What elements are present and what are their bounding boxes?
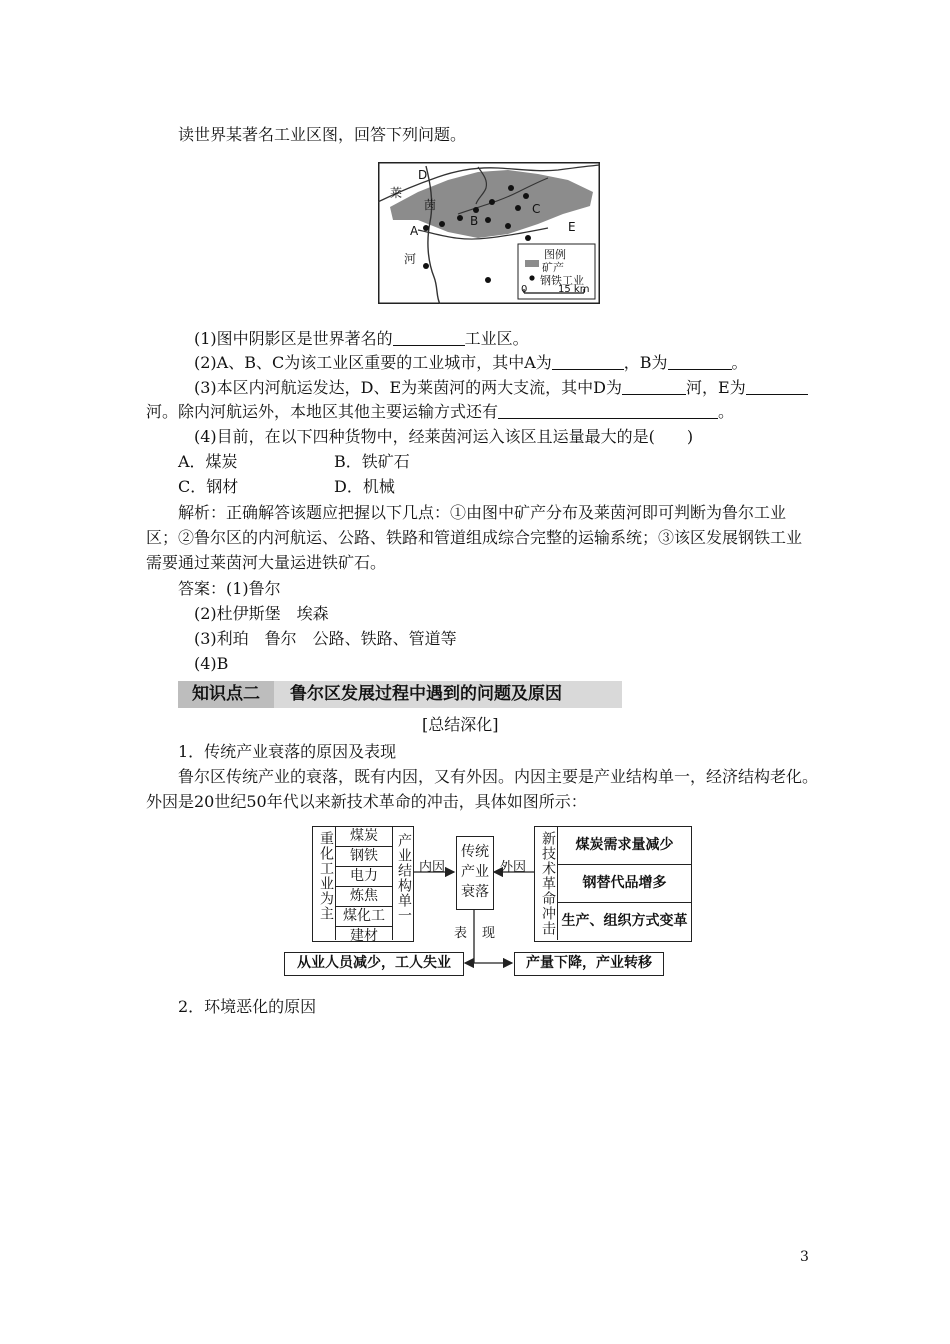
option-a: A．煤炭 — [178, 452, 238, 471]
analysis-line-2: 区；②鲁尔区的内河航运、公路、铁路和管道组成综合完整的运输系统；③该区发展钢铁工业 — [146, 528, 803, 547]
industry-list — [335, 827, 393, 944]
answer-blank — [668, 353, 732, 370]
question-1: (1)图中阴影区是世界著名的 工业区。 — [194, 329, 529, 348]
industry-item: 电力 — [336, 867, 392, 887]
legend-steel: 钢铁工业 — [540, 274, 584, 287]
body-paragraph-2: 外因是20世纪50年代以来新技术革命的冲击，具体如图所示： — [146, 792, 587, 811]
label-he: 河 — [404, 252, 417, 266]
label-a: A — [410, 224, 419, 238]
scale-km: 15 km — [558, 284, 590, 295]
industry-item: 建材 — [350, 928, 378, 944]
body-paragraph-1: 鲁尔区传统产业的衰落，既有内因，又有外因。内因主要是产业结构单一，经济结构老化。 — [178, 767, 819, 786]
tech-revolution-label: 新技术革命冲击 — [540, 831, 556, 936]
answer-4: (4)B — [194, 654, 229, 673]
industry-item: 钢铁 — [336, 847, 392, 867]
impact-item: 生产、组织方式变革 — [561, 913, 688, 929]
option-d: D．机械 — [334, 477, 395, 496]
performance-label-2: 现 — [482, 926, 496, 941]
answer-blank — [498, 402, 718, 419]
scale-zero: 0 — [521, 284, 528, 295]
impact-item: 钢替代品增多 — [558, 865, 691, 903]
body-heading-2: 2．环境恶化的原因 — [178, 997, 317, 1016]
section-tag: 知识点二 — [178, 681, 274, 708]
answer-1: 答案：(1)鲁尔 — [178, 579, 281, 598]
answer-2: (2)杜伊斯堡 埃森 — [194, 604, 329, 623]
section-heading — [178, 681, 622, 708]
label-e: E — [568, 220, 576, 234]
decline-flow-diagram — [278, 822, 698, 982]
ruhr-map — [378, 162, 600, 304]
section-title: 鲁尔区发展过程中遇到的问题及原因 — [290, 684, 562, 704]
decline-label: 传统产业衰落 — [461, 844, 489, 900]
heavy-industry-label: 重化工业为主 — [318, 831, 334, 921]
industry-item: 煤炭 — [336, 827, 392, 847]
intro-text: 读世界某著名工业区图，回答下列问题。 — [178, 125, 467, 144]
unemployment-box: 从业人员减少，工人失业 — [284, 952, 464, 976]
traditional-decline-box — [456, 836, 494, 910]
option-c: C．钢材 — [178, 477, 239, 496]
label-c: C — [532, 202, 541, 216]
analysis-line-3: 需要通过莱茵河大量运进铁矿石。 — [146, 553, 387, 572]
impact-list — [557, 827, 691, 940]
legend-title: 图例 — [544, 248, 566, 261]
section-subtitle: [总结深化] — [422, 715, 499, 734]
question-2: (2)A、B、C为该工业区重要的工业城市，其中A为 ，B为 。 — [194, 353, 748, 372]
internal-cause-label: 内因 — [419, 860, 446, 875]
external-cause-label: 外因 — [500, 860, 527, 875]
single-structure-label: 产业结构单一 — [396, 833, 412, 923]
analysis-line-1: 解析：正确解答该题应把握以下几点：①由图中矿产分布及莱茵河即可判断为鲁尔工业 — [178, 503, 787, 522]
industry-item: 煤化工 — [336, 907, 392, 927]
label-lai: 莱 — [390, 186, 403, 200]
question-4: (4)目前，在以下四种货物中，经莱茵河运入该区且运量最大的是( ) — [194, 427, 694, 446]
output-decline-box: 产量下降，产业转移 — [514, 952, 664, 976]
answer-3: (3)利珀 鲁尔 公路、铁路、管道等 — [194, 629, 457, 648]
body-heading-1: 1．传统产业衰落的原因及表现 — [178, 742, 397, 761]
label-yin: 茵 — [424, 198, 437, 212]
legend-mine: 矿产 — [542, 261, 564, 274]
question-3: (3)本区内河航运发达，D、E为莱茵河的两大支流，其中D为 河，E为 — [194, 377, 808, 399]
answer-blank — [393, 329, 465, 346]
label-d: D — [418, 168, 428, 182]
question-3-cont: 河。除内河航运外，本地区其他主要运输方式还有 。 — [146, 402, 735, 421]
performance-label-1: 表 — [454, 926, 468, 941]
answer-blank — [746, 378, 808, 395]
label-b: B — [470, 214, 479, 228]
answer-blank — [552, 353, 624, 370]
option-b: B．铁矿石 — [334, 452, 410, 471]
industry-structure-box — [312, 826, 414, 942]
industry-item: 炼焦 — [336, 887, 392, 907]
page-number: 3 — [800, 1249, 809, 1265]
answer-blank — [622, 378, 686, 395]
impact-item: 煤炭需求量减少 — [558, 827, 691, 865]
tech-revolution-box — [534, 826, 692, 942]
